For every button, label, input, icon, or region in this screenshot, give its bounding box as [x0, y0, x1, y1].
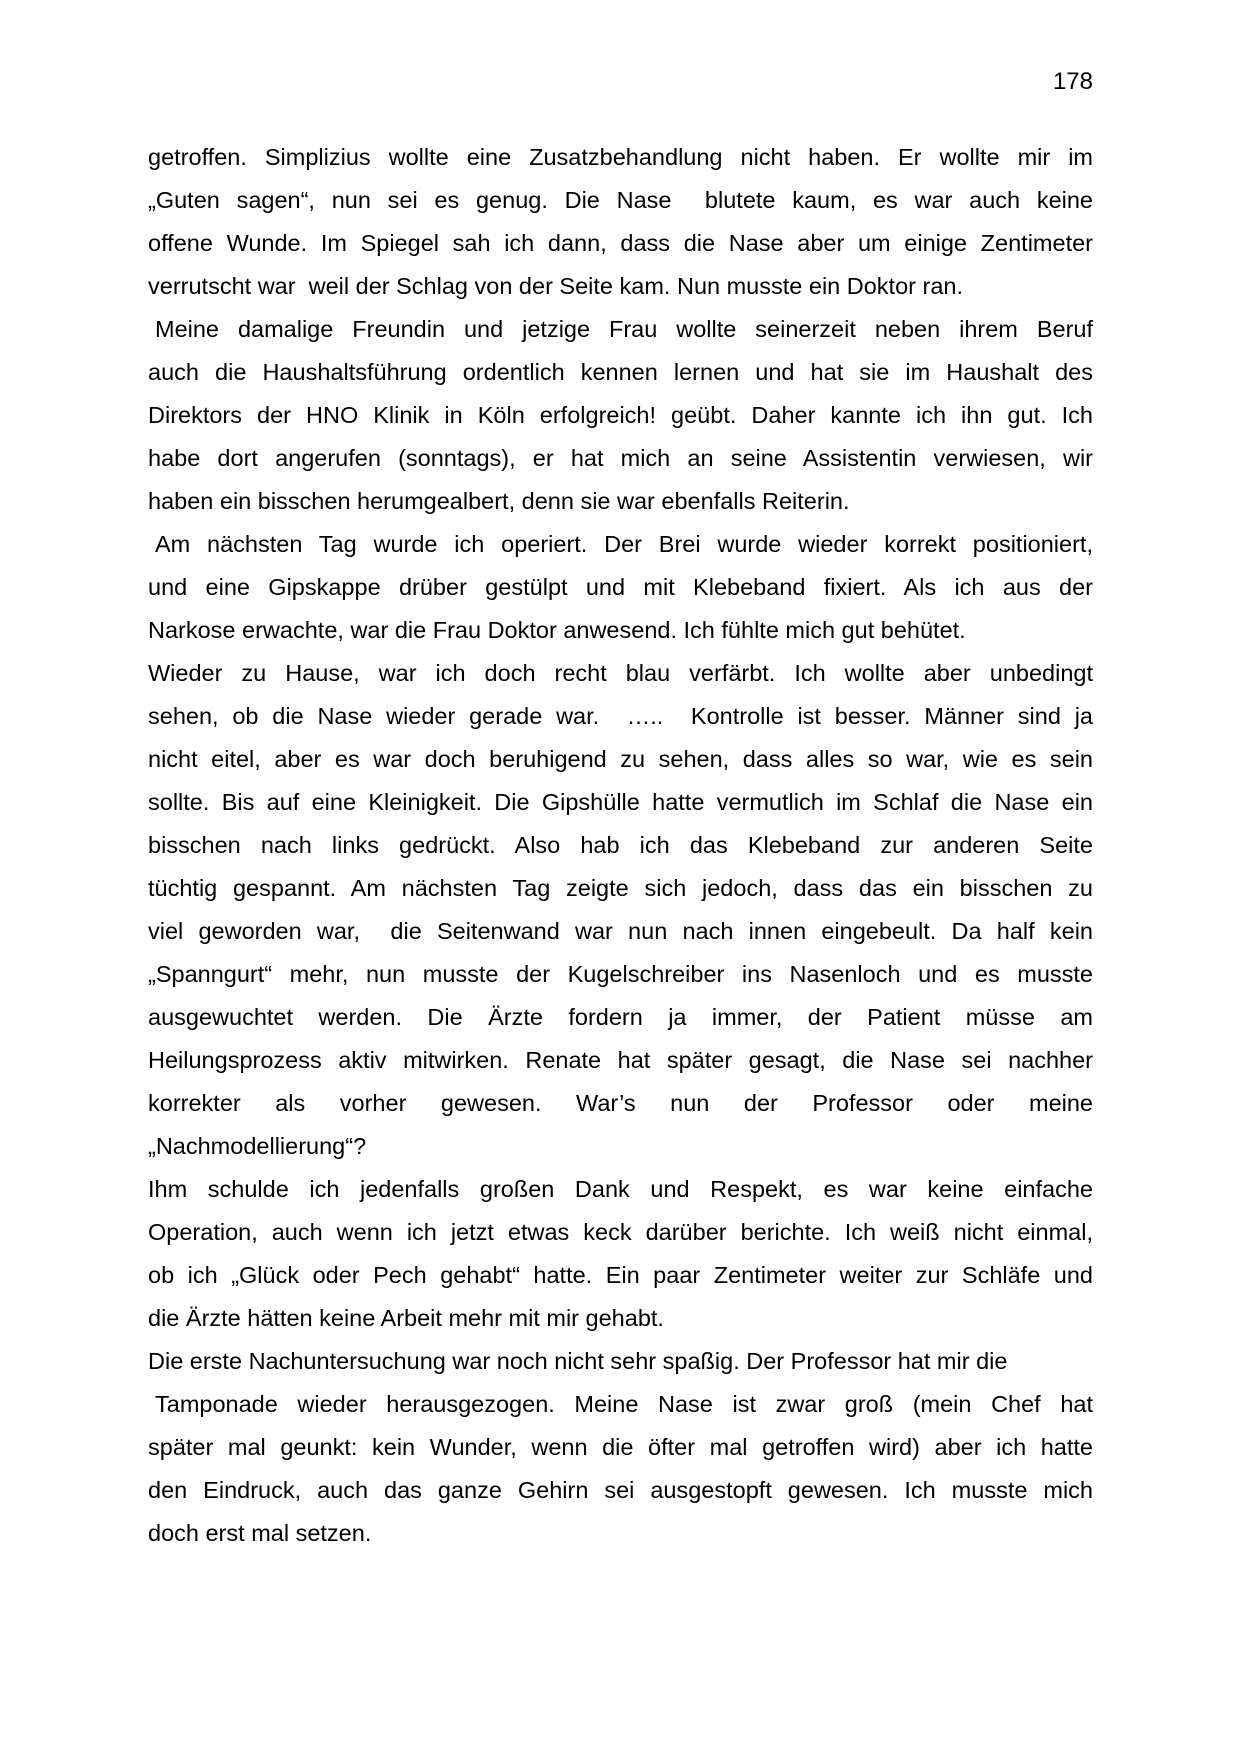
text-line: ausgewuchtet werden. Die Ärzte fordern ja immer, der Patient müsse am [148, 1004, 1093, 1030]
text-line: und eine Gipskappe drüber gestülpt und mit Klebeband fixiert. Als ich aus der [148, 574, 1093, 600]
text-line: Operation, auch wenn ich jetzt etwas keck darüber berichte. Ich weiß nicht einmal, [148, 1219, 1093, 1245]
text-line: Narkose erwachte, war die Frau Doktor anwesend. Ich fühlte mich gut behütet. [148, 617, 966, 643]
text-line: Tamponade wieder herausgezogen. Meine Nase ist zwar groß (mein Chef hat [155, 1391, 1093, 1417]
text-line: bisschen nach links gedrückt. Also hab ich das Klebeband zur anderen Seite [148, 832, 1093, 858]
text-line: verrutscht war weil der Schlag von der Seite kam. Nun musste ein Doktor ran. [148, 273, 964, 299]
text-line: nicht eitel, aber es war doch beruhigend zu sehen, dass alles so war, wie es sein [148, 746, 1093, 772]
text-line: sollte. Bis auf eine Kleinigkeit. Die Gipshülle hatte vermutlich im Schlaf die Nase ein [148, 789, 1093, 815]
text-line: Heilungsprozess aktiv mitwirken. Renate hat später gesagt, die Nase sei nachher [148, 1047, 1093, 1073]
text-line: Wieder zu Hause, war ich doch recht blau verfärbt. Ich wollte aber unbedingt [148, 660, 1093, 686]
text-line: haben ein bisschen herumgealbert, denn sie war ebenfalls Reiterin. [148, 488, 850, 514]
text-line: sehen, ob die Nase wieder gerade war. ….. Kontrolle ist besser. Männer sind ja [148, 703, 1093, 729]
text-line: Meine damalige Freundin und jetzige Frau wollte seinerzeit neben ihrem Beruf [155, 316, 1093, 342]
text-line: getroffen. Simplizius wollte eine Zusatzbehandlung nicht haben. Er wollte mir im [148, 144, 1093, 170]
text-line: doch erst mal setzen. [148, 1520, 372, 1546]
text-line: ob ich „Glück oder Pech gehabt“ hatte. Ein paar Zentimeter weiter zur Schläfe und [148, 1262, 1093, 1288]
text-line: offene Wunde. Im Spiegel sah ich dann, dass die Nase aber um einige Zentimeter [148, 230, 1093, 256]
text-line: die Ärzte hätten keine Arbeit mehr mit mir gehabt. [148, 1305, 664, 1331]
text-line: viel geworden war, die Seitenwand war nun nach innen eingebeult. Da half kein [148, 918, 1093, 944]
text-line: tüchtig gespannt. Am nächsten Tag zeigte sich jedoch, dass das ein bisschen zu [148, 875, 1093, 901]
text-line: „Spanngurt“ mehr, nun musste der Kugelschreiber ins Nasenloch und es musste [148, 961, 1093, 987]
text-line: Die erste Nachuntersuchung war noch nicht sehr spaßig. Der Professor hat mir die [148, 1348, 1008, 1374]
text-line: korrekter als vorher gewesen. War’s nun der Professor oder meine [148, 1090, 1093, 1116]
text-line: auch die Haushaltsführung ordentlich kennen lernen und hat sie im Haushalt des [148, 359, 1093, 385]
text-line: habe dort angerufen (sonntags), er hat mich an seine Assistentin verwiesen, wir [148, 445, 1093, 471]
text-line: „Guten sagen“, nun sei es genug. Die Nase blutete kaum, es war auch keine [148, 187, 1093, 213]
text-line: Direktors der HNO Klinik in Köln erfolgreich! geübt. Daher kannte ich ihn gut. Ich [148, 402, 1093, 428]
text-line: den Eindruck, auch das ganze Gehirn sei ausgestopft gewesen. Ich musste mich [148, 1477, 1093, 1503]
page-number: 178 [1052, 68, 1093, 95]
text-line: Ihm schulde ich jedenfalls großen Dank und Respekt, es war keine einfache [148, 1176, 1093, 1202]
text-line: Am nächsten Tag wurde ich operiert. Der Brei wurde wieder korrekt positioniert, [155, 531, 1093, 557]
text-line: „Nachmodellierung“? [148, 1133, 367, 1159]
text-line: später mal geunkt: kein Wunder, wenn die öfter mal getroffen wird) aber ich hatte [148, 1434, 1093, 1460]
body-text [148, 136, 1093, 1555]
